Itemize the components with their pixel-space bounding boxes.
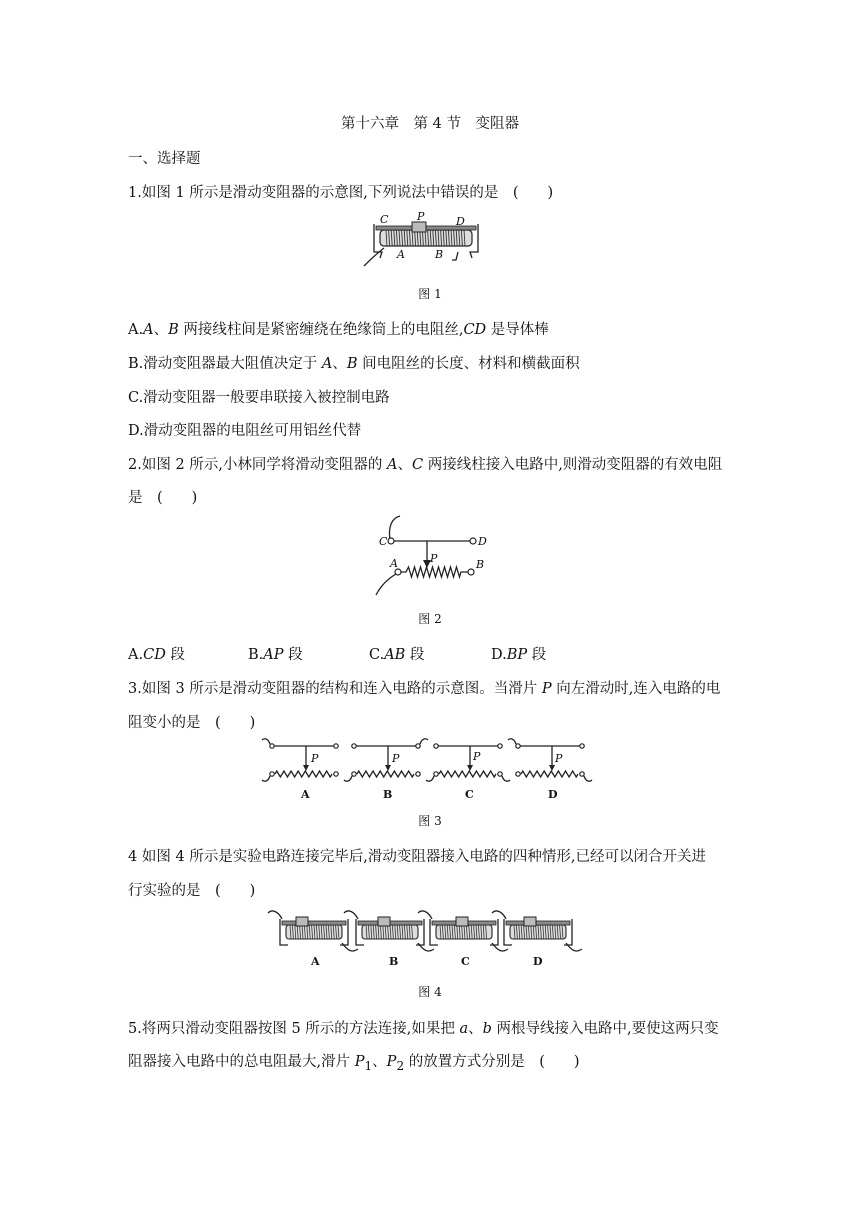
fig2-label-a: A [390, 557, 398, 570]
option-var: CD [143, 647, 166, 663]
var-b: B [168, 322, 179, 338]
figure-4-rheostats [268, 905, 588, 970]
sep: 、 [332, 356, 347, 372]
q2-option-a [128, 643, 185, 664]
fig4-label-a: A [311, 955, 320, 968]
question-5-stem [128, 1017, 719, 1038]
var-p1: P [354, 1054, 365, 1070]
fig4-label-b: B [389, 955, 399, 968]
fig1-label-a: A [397, 248, 405, 261]
fig2-label-b: B [476, 558, 485, 571]
option-text: 段 [527, 647, 547, 663]
var-a: A [143, 322, 154, 338]
option-label: A. [128, 322, 144, 338]
q2-option-c [369, 643, 424, 664]
sep: 、 [397, 457, 412, 473]
question-3-stem-line2: 阻变小的是 ( ) [128, 715, 256, 731]
var-p2: P [386, 1054, 397, 1070]
option-text: 间电阻丝的长度、材料和横截面积 [357, 356, 580, 372]
option-var: AB [384, 647, 406, 663]
subscript-2: 2 [396, 1058, 405, 1073]
q1-option-a [128, 318, 549, 339]
figure-4-caption: 图 4 [418, 985, 442, 999]
figure-1-drawing [364, 222, 478, 266]
fig4-label-c: C [461, 955, 470, 968]
fig1-label-c: C [380, 213, 389, 226]
option-label: A. [128, 647, 144, 663]
var-b: b [482, 1021, 492, 1037]
var-p: P [541, 681, 552, 697]
question-5-stem-line2 [128, 1050, 580, 1073]
option-text: 两接线柱间是紧密缠绕在绝缘筒上的电阻丝, [178, 322, 464, 338]
question-2-stem-line2: 是 ( ) [128, 490, 198, 506]
option-text: 是导体棒 [486, 322, 549, 338]
figure-2-circuit [370, 512, 500, 597]
option-var: AP [263, 647, 284, 663]
fig4-label-d: D [533, 955, 543, 968]
figure-1-rheostat [360, 208, 500, 272]
var-cd: CD [463, 322, 487, 338]
fig3-label-a: A [301, 788, 310, 801]
var-c: C [411, 457, 424, 473]
figure-3-caption: 图 3 [418, 814, 442, 828]
stem-text: 阻器接入电路中的总电阻最大,滑片 [128, 1054, 355, 1070]
fig3-label-b: B [383, 788, 393, 801]
fig3-c-label-p: P [473, 750, 481, 763]
sep: 、 [468, 1021, 483, 1037]
stem-text: 2.如图 2 所示,小林同学将滑动变阻器的 [128, 457, 387, 473]
stem-text: 的放置方式分别是 ( ) [404, 1054, 580, 1070]
section-heading: 一、选择题 [128, 151, 201, 167]
option-text: 段 [165, 647, 185, 663]
fig3-label-d: D [548, 788, 558, 801]
sep: 、 [153, 322, 169, 338]
fig1-label-p: P [417, 210, 425, 223]
fig2-label-d: D [478, 535, 487, 548]
fig1-label-d: D [456, 215, 465, 228]
question-2-stem [128, 453, 722, 474]
q2-option-b [248, 643, 303, 664]
var-b: B [346, 356, 358, 372]
q1-option-b [128, 352, 580, 373]
q1-option-d: D.滑动变阻器的电阻丝可用铝丝代替 [128, 423, 362, 439]
option-text: 段 [405, 647, 425, 663]
stem-text: 5.将两只滑动变阻器按图 5 所示的方法连接,如果把 [128, 1021, 460, 1037]
question-4-stem-line2: 行实验的是 ( ) [128, 883, 256, 899]
option-text: 段 [283, 647, 303, 663]
fig2-label-c: C [379, 535, 388, 548]
fig3-b-label-p: P [392, 752, 400, 765]
q1-option-c: C.滑动变阻器一般要串联接入被控制电路 [128, 390, 390, 406]
question-3-stem [128, 677, 720, 698]
question-4-stem: 4 如图 4 所示是实验电路连接完毕后,滑动变阻器接入电路的四种情形,已经可以闭合开关进 [128, 849, 706, 865]
option-text: B.滑动变阻器最大阻值决定于 [128, 356, 322, 372]
sep: 、 [372, 1054, 387, 1070]
option-label: D. [491, 647, 507, 663]
figure-2-caption: 图 2 [418, 612, 442, 626]
figure-1-caption: 图 1 [418, 287, 442, 301]
stem-text: 3.如图 3 所示是滑动变阻器的结构和连入电路的示意图。当滑片 [128, 681, 542, 697]
option-label: B. [248, 647, 264, 663]
fig3-d-label-p: P [555, 752, 563, 765]
option-var: BP [506, 647, 528, 663]
fig1-label-b: B [435, 248, 444, 261]
stem-text: 向左滑动时,连入电路的电 [551, 681, 721, 697]
page-title: 第十六章 第 4 节 变阻器 [341, 116, 519, 132]
var-a: A [387, 457, 398, 473]
fig3-label-c: C [465, 788, 474, 801]
var-a: A [321, 356, 333, 372]
figure-3-circuits [262, 734, 602, 804]
var-a: a [459, 1021, 469, 1037]
question-1-stem: 1.如图 1 所示是滑动变阻器的示意图,下列说法中错误的是 ( ) [128, 185, 554, 201]
option-label: C. [369, 647, 385, 663]
subscript-1: 1 [364, 1058, 373, 1073]
fig3-a-label-p: P [311, 752, 319, 765]
fig2-label-p: P [430, 552, 438, 565]
figure-4-drawing [268, 911, 582, 951]
stem-text: 两根导线接入电路中,要使这两只变 [491, 1021, 719, 1037]
q2-option-d [491, 643, 546, 664]
stem-text: 两接线柱接入电路中,则滑动变阻器的有效电阻 [423, 457, 723, 473]
